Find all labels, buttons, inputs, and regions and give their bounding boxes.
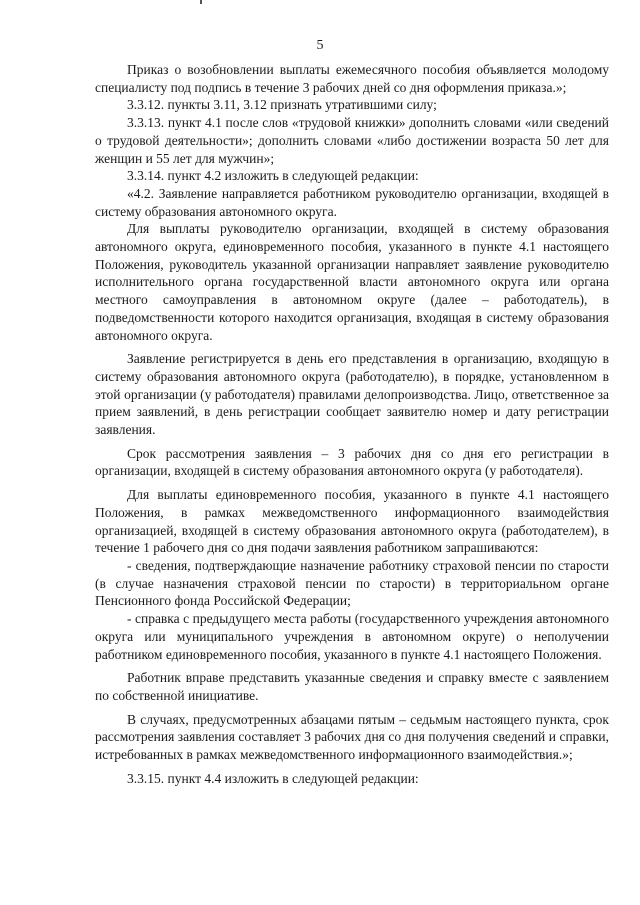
paragraph: Работник вправе представить указанные сведения и справку вместе с заявлением по собственной инициативе. bbox=[95, 670, 609, 703]
paragraph: Приказ о возобновлении выплаты ежемесячного пособия объявляется молодому специалисту под подпись в течение 3 рабочих дней со дня оформления приказа.»; bbox=[95, 62, 609, 95]
paragraph: 3.3.14. пункт 4.2 изложить в следующей редакции: bbox=[127, 168, 419, 184]
paragraph: Заявление регистрируется в день его представления в организацию, входящую в систему образования автономного округа (работодателю), в порядке, установленном в этой организации (у работодателя) правилами делопроизводства. Лицо, ответственное за прием заявлений, в день регистрации сообщает заявителю номер и дату регистрации заявления. bbox=[95, 351, 609, 438]
paragraph: Срок рассмотрения заявления – 3 рабочих дня со дня его регистрации в организации, входящей в систему образования автономного округа (у работодателя). bbox=[95, 445, 609, 479]
paragraph: 3.3.15. пункт 4.4 изложить в следующей редакции: bbox=[127, 770, 419, 786]
scan-mark bbox=[200, 0, 202, 4]
paragraph: 3.3.12. пункты 3.11, 3.12 признать утратившими силу; bbox=[127, 97, 437, 113]
paragraph: Для выплаты единовременного пособия, указанного в пункте 4.1 настоящего Положения, в рамках межведомственного информационного взаимодействия организацией, входящей в систему образования автономного округа (работодателем), в течение 1 рабочего дня со дня подачи заявления работником запрашиваются: bbox=[95, 487, 609, 556]
paragraph: В случаях, предусмотренных абзацами пятым – седьмым настоящего пункта, срок рассмотрения заявления составляет 3 рабочих дня со дня получения сведений и справки, истребованных в рамках межведомственного информационного взаимодействия.»; bbox=[95, 711, 609, 763]
paragraph: Для выплаты руководителю организации, входящей в систему образования автономного округа, единовременного пособия, указанного в пункте 4.1 настоящего Положения, руководитель указанной организации направляет заявление руководителю исполнительного органа государственной власти автономного округа или органа местного самоуправления в автономном округе (далее – работодатель), в подведомственности которого находится организация, входящая в систему образования автономного округа. bbox=[95, 221, 609, 343]
paragraph: «4.2. Заявление направляется работником руководителю организации, входящей в систему образования автономного округа. bbox=[95, 185, 609, 219]
paragraph: - справка с предыдущего места работы (государственного учреждения автономного округа или муниципального учреждения в автономном округе) о неполучении работником единовременного пособия, указанного в пункте 4.1 настоящего Положения. bbox=[95, 611, 609, 662]
page-number: 5 bbox=[316, 38, 324, 53]
paragraph: - сведения, подтверждающие назначение работнику страховой пенсии по старости (в случае назначения страховой пенсии по старости) в территориальном органе Пенсионного фонда Российской Федерации; bbox=[95, 557, 609, 609]
paragraph: 3.3.13. пункт 4.1 после слов «трудовой книжки» дополнить словами «или сведений о трудовой деятельности»; дополнить словами «либо достижении возраста 50 лет для женщин и 55 лет для мужчин»; bbox=[95, 115, 609, 166]
document-body bbox=[95, 61, 609, 787]
